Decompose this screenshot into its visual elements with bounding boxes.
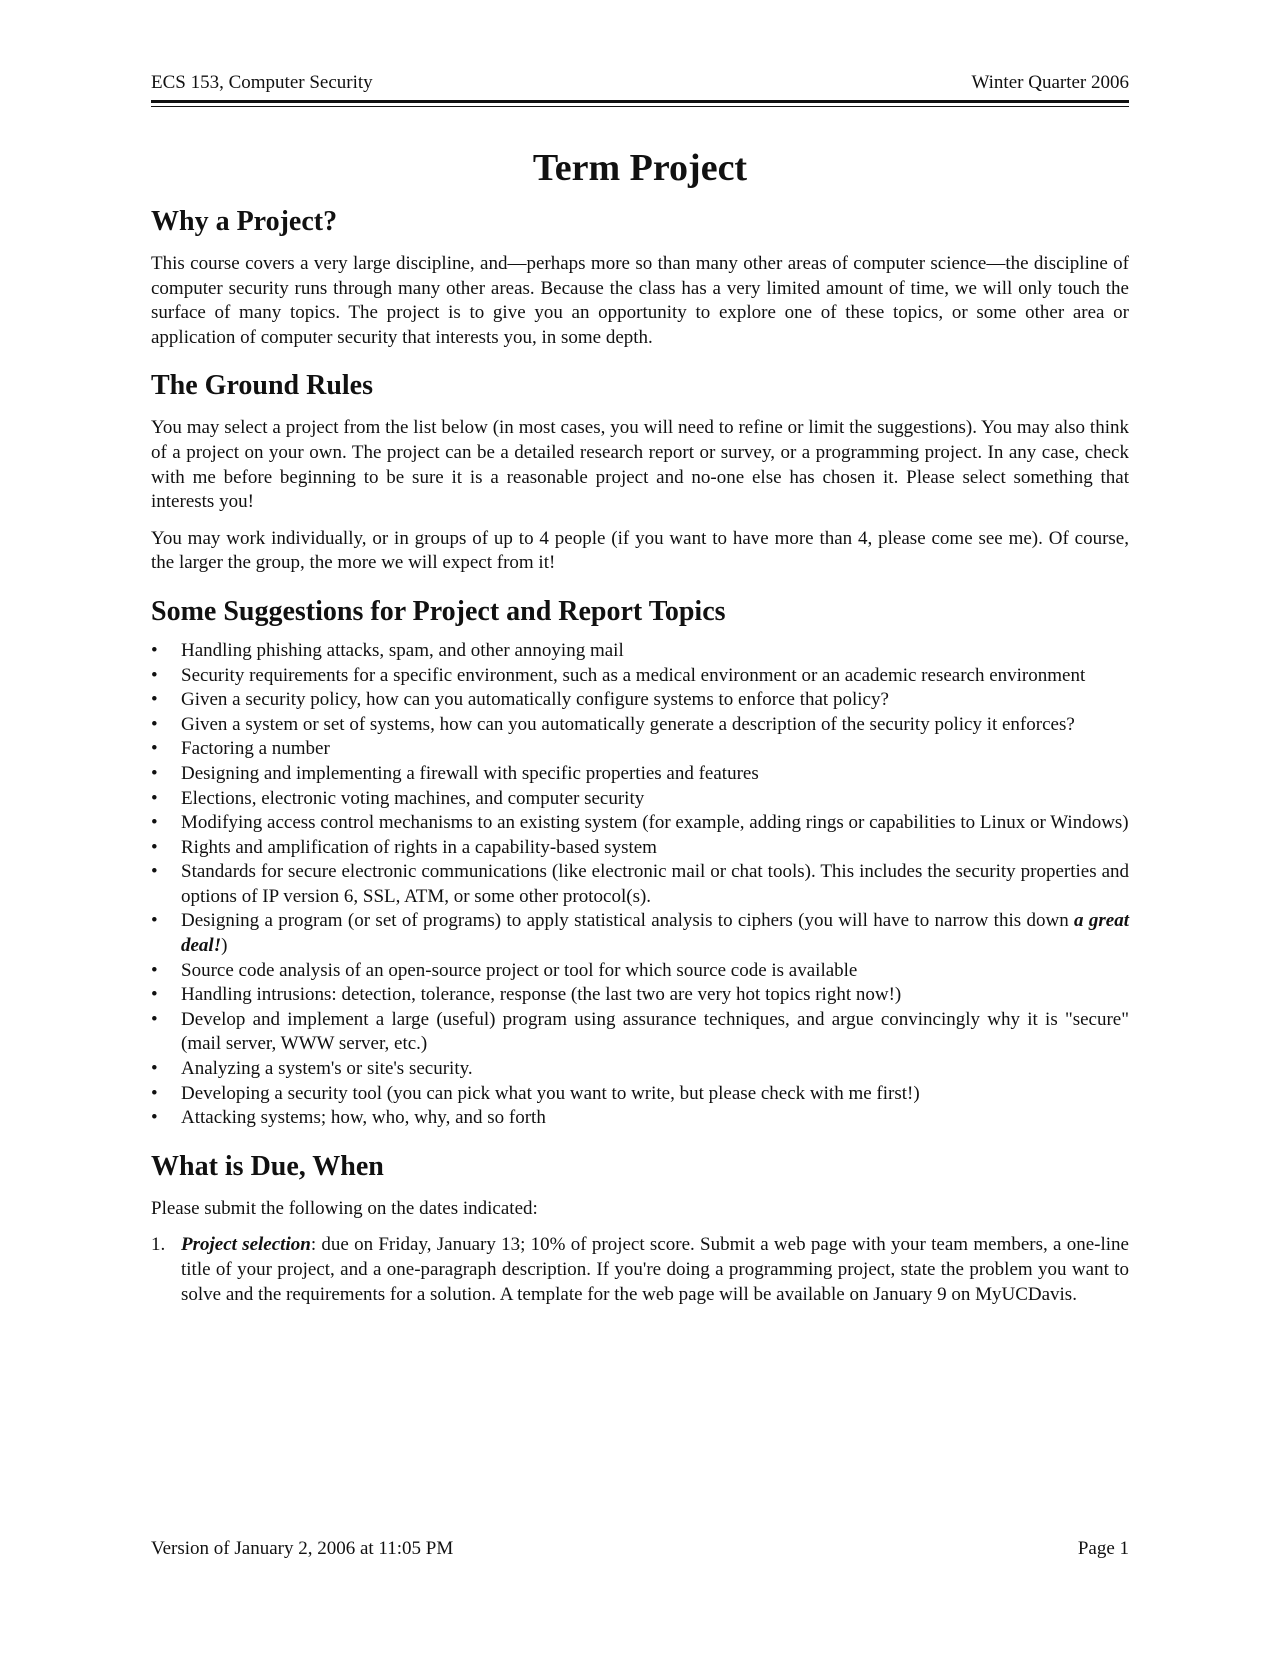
list-item: • Elections, electronic voting machines, and computer security — [151, 787, 1129, 812]
version-text: Version of January 2, 2006 at 11:05 PM — [151, 1538, 454, 1559]
list-item: • Handling intrusions: detection, tolerance, response (the last two are very hot topics right now!) — [151, 983, 1129, 1008]
heading-ground-rules: The Ground Rules — [151, 370, 373, 402]
list-item: • Factoring a number — [151, 737, 1129, 762]
paragraph-why: This course covers a very large discipline, and—perhaps more so than many other areas of computer science—the discipline of computer security runs through many other areas. Because the class has a very limited amount of time, we will only touch the surface of many topics. The project is to give you an opportunity to explore one of these topics, or some other area or application of computer security that interests you, in some depth. — [151, 253, 1129, 348]
suggestion-list — [151, 639, 1129, 1131]
page-header — [151, 72, 1129, 94]
page-number: Page 1 — [1077, 1538, 1129, 1559]
item-text: : due on Friday, January 13; 10% of project score. Submit a web page with your team members, a one-line title of your project, and a one-paragraph description. If you're doing a programming project, state the problem you want to solve and the requirements for a solution. A template for the web page will be available on January 9 on MyUCDavis. — [181, 1234, 1129, 1305]
bullet-icon: • — [151, 762, 158, 784]
heading-suggestions: Some Suggestions for Project and Report Topics — [151, 595, 726, 627]
list-item: • Source code analysis of an open-source project or tool for which source code is available — [151, 959, 1129, 984]
list-item: • Handling phishing attacks, spam, and other annoying mail — [151, 639, 1129, 664]
paragraph-due-intro: Please submit the following on the dates indicated: — [151, 1197, 538, 1219]
bullet-icon: • — [151, 689, 158, 711]
header-rule-thin — [151, 106, 1129, 107]
bullet-icon: • — [151, 1058, 158, 1080]
course-name: ECS 153, Computer Security — [151, 72, 373, 93]
page-footer — [151, 1538, 1129, 1560]
list-item: • Analyzing a system's or site's security. — [151, 1057, 1129, 1082]
bullet-icon: • — [151, 787, 158, 809]
page-title: Term Project — [532, 147, 748, 189]
paragraph-rules-2: You may work individually, or in groups of up to 4 people (if you want to have more than 4, please come see me). Of course, the larger the group, the more we will expect from it! — [151, 527, 1129, 574]
page-content — [151, 138, 1129, 1307]
list-item: • Given a security policy, how can you automatically configure systems to enforce that policy? — [151, 688, 1129, 713]
item-label: Project selection — [181, 1234, 311, 1256]
due-list — [151, 1233, 1129, 1307]
list-item: • Modifying access control mechanisms to an existing system (for example, adding rings or capabilities to Linux or Windows) — [151, 811, 1129, 836]
list-item: • Security requirements for a specific environment, such as a medical environment or an academic research environment — [151, 664, 1129, 689]
bullet-icon: • — [151, 836, 158, 858]
list-item: • Develop and implement a large (useful) program using assurance techniques, and argue convincingly why it is "secure" (mail server, WWW server, etc.) — [151, 1008, 1129, 1055]
bullet-icon: • — [151, 984, 158, 1006]
bullet-icon: • — [151, 639, 158, 661]
bullet-icon: • — [151, 738, 158, 760]
list-item — [151, 1233, 1129, 1307]
list-item: • Rights and amplification of rights in a capability-based system — [151, 836, 1129, 861]
bullet-icon: • — [151, 861, 158, 883]
item-number: 1. — [151, 1234, 166, 1256]
list-item: • Designing a program (or set of programs) to apply statistical analysis to ciphers (you will have to narrow this down a great deal!) — [151, 910, 1129, 957]
heading-due: What is Due, When — [151, 1150, 384, 1182]
bullet-icon: • — [151, 1107, 158, 1129]
bullet-icon: • — [151, 1008, 158, 1030]
list-item: • Developing a security tool (you can pick what you want to write, but please check with me first!) — [151, 1082, 1129, 1107]
header-rule-thick — [151, 100, 1129, 103]
list-item: • Standards for secure electronic communications (like electronic mail or chat tools). This includes the security properties and options of IP version 6, SSL, ATM, or some other protocol(s). — [151, 861, 1129, 907]
bullet-icon: • — [151, 664, 158, 686]
bullet-icon: • — [151, 713, 158, 735]
list-item: • Given a system or set of systems, how can you automatically generate a description of the security policy it enforces? — [151, 713, 1129, 738]
list-item: • Designing and implementing a firewall with specific properties and features — [151, 762, 1129, 787]
term-name: Winter Quarter 2006 — [971, 72, 1129, 93]
paragraph-rules-1: You may select a project from the list below (in most cases, you will need to refine or limit the suggestions). You may also think of a project on your own. The project can be a detailed research report or survey, or a programming project. In any case, check with me before beginning to be sure it is a reasonable project and no-one else has chosen it. Please select something that interests you! — [151, 417, 1129, 513]
bullet-icon: • — [151, 959, 158, 981]
list-item: • Attacking systems; how, who, why, and so forth — [151, 1106, 1129, 1131]
document-page — [151, 0, 1129, 1656]
bullet-icon: • — [151, 812, 158, 834]
bullet-icon: • — [151, 1082, 158, 1104]
emphasis-text: a great deal! — [181, 910, 1129, 957]
heading-why: Why a Project? — [151, 206, 338, 237]
bullet-icon: • — [151, 910, 158, 932]
